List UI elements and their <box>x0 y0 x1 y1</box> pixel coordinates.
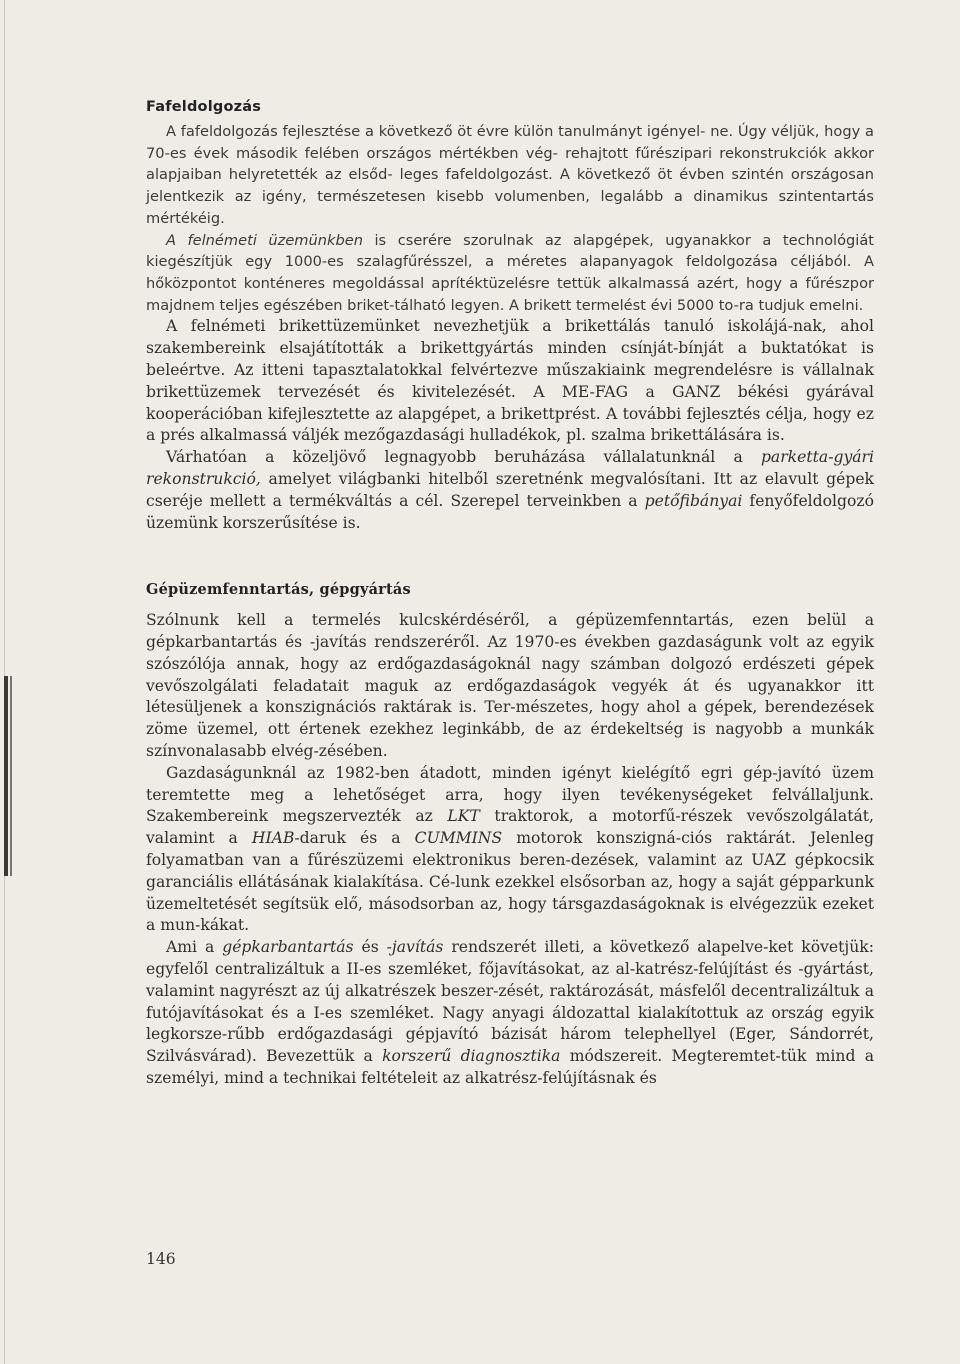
paragraph-text: Várhatóan a közeljövő legnagyobb beruházása vállalatunknál a <box>166 448 761 467</box>
section-gap <box>146 534 874 576</box>
emphasis-text: HIAB <box>251 829 295 848</box>
paragraph-line: leges fafeldolgozást. A következő öt évben szintén országosan jelentkezik az <box>146 166 875 206</box>
page-number: 146 <box>146 1250 176 1268</box>
section-body-fafeldolgozas-cont <box>146 316 874 534</box>
paragraph-line: A fafeldolgozás fejlesztése a következő öt évre külön tanulmányt igényel- <box>166 123 706 140</box>
paragraph <box>146 121 874 230</box>
section-body-fafeldolgozas <box>146 121 874 316</box>
section-heading-gepuzemfenntartas: Gépüzemfenntartás, gépgyártás <box>146 581 411 599</box>
emphasis-text: LKT <box>447 807 480 826</box>
paragraph-text: és <box>353 938 387 957</box>
paragraph <box>146 230 874 317</box>
emphasis-text: CUMMINS <box>414 829 503 848</box>
paragraph <box>146 937 874 1090</box>
paragraph-line: igény, természetesen kisebb volumenben, legalább a dinamikus szintentartás <box>261 188 874 206</box>
paragraph-text: amelyet világbanki hitelből szeretnénk megvalósítani. Itt az elavult gépek cseréje mellett a termékváltás a cél. Szerepel terveinkben a <box>146 469 874 510</box>
emphasis-text: parketta-gyári rekonstrukció, <box>146 448 874 488</box>
paragraph: Szólnunk kell a termelés kulcskérdéséről, a gépüzemfenntartás, ezen belül a gépkarbantartás és -javítás rendszeréről. Az 1970-es években gazdaságunk volt az egyik szószólója annak, hogy az erdőgazdaságoknál nagy számban dolgozó erdészeti gépek vevőszolgálati feladatait maguk az erdőgazdaságok vegyék át és ugyanakkor itt létesüljenek a konszignációs raktárak is. Ter-mészetes, hogy ahol a gépek, berendezések zöme üzemel, ott értenek ezekhez leginkább, de az érdekeltség is nagyobb a munkák színvonalasabb elvég-zésében. <box>146 611 874 761</box>
emphasis-text: petőfibányai <box>644 491 743 510</box>
paragraph-text: Ami a <box>166 938 223 957</box>
paragraph-line: rehajtott fűrészipari rekonstrukciók akkor alapjaiban helyretették az elsőd- <box>146 144 875 184</box>
section-heading-fafeldolgozas: Fafeldolgozás <box>146 99 262 115</box>
paragraph-text: Gazdaságunknál az 1982-ben átadott, minden igényt kielégítő egri gép-javító üzem teremtette meg a lehetőséget arra, hogy ilyen tevékenységeket felvállaljunk. Szakembereink megszervezték az <box>146 763 874 826</box>
emphasis-text: gépkarbantartás <box>222 938 354 957</box>
page-content <box>146 93 874 1090</box>
paragraph-text: rendszerét illeti, a következő alapelve-ket követjük: egyfelől centralizáltuk a II-es szemléket, főjavításokat, az al-katrész-felújítást és -gyártást, valamint nagyrészt az új alkatrészek beszer-zését, raktározását, másfelől decentralizáltuk a futójavításokat és a I-es szemléket. Nagy anyagi áldozattal kialakítottuk az ország egyik legkorsze-rűbb erdőgazdasági gépjavító bázisát három telephellyel (Eger, Sándorrét, Szilvásvárad). Bevezettük a <box>146 938 875 1066</box>
emphasis-text: -javítás <box>386 938 444 957</box>
paragraph <box>146 763 874 937</box>
paragraph: A felnémeti brikettüzemünket nevezhetjük a brikettálás tanuló iskolájá-nak, ahol szakembereink elsajátították a brikettgyártás minden csínját-bínját a buktatókat is beleértve. Az itteni tapasztalatokkal felvértezve műszakiaink megrendelésre is vállalnak brikettüzemek tervezését és kivitelezését. A ME-FAG a GANZ békési gyárával kooperációban kifejlesztette az alapgépet, a brikettprést. A további fejlesztés célja, hogy ez a prés alkalmassá váljék mezőgazdasági hulladékok, pl. szalma brikettálására is. <box>146 317 874 445</box>
paragraph-text: fenyőfeldolgozó üzemünk korszerűsítése is. <box>146 491 874 532</box>
emphasis-text: korszerű diagnosztika <box>382 1047 561 1066</box>
paragraph-line: ne. Úgy véljük, hogy a 70-es évek második felében országos mértékben vég- <box>146 123 874 162</box>
paragraph-text: -daruk és a <box>294 829 415 848</box>
margin-mark-secondary <box>10 676 12 876</box>
section-body-gepuzemfenntartas <box>146 610 874 1090</box>
margin-mark <box>4 676 8 876</box>
paragraph-text: traktorok, a motorfű-részek vevőszolgálatát, valamint a <box>146 807 874 848</box>
paragraph-text: is cserére szorulnak az alapgépek, ugyanakkor a technológiát kiegészítjük egy 1000-es szalagfűrésszel, a méretes alapanyagok feldolgozása céljából. A hőközpontot konténeres megoldással aprítéktüzelésre tettük alkalmassá azért, hogy a fűrészpor majdnem teljes egészében briket-tálható legyen. A brikett termelést évi 5000 to-ra tudjuk emelni. <box>146 231 874 314</box>
paragraph-text: módszereit. Megteremtet-tük mind a személyi, mind a technikai feltételeit az alkatrész-felújításnak és <box>146 1047 874 1088</box>
paragraph-line: mértékéig. <box>146 209 225 227</box>
paragraph <box>146 447 874 534</box>
emphasis-text: A felnémeti üzemünkben <box>166 231 363 249</box>
paragraph-text: motorok konszigná-ciós raktárát. Jelenleg folyamatban van a fűrészüzemi elektronikus beren-dezések, valamint az UAZ gépkocsik garanciális ellátásának kialakítása. Cé-lunk ezekkel elsősorban az, hogy a saját gépparkunk üzemeltetését segítsük elő, másodsorban az, hogy társgazdaságoknak is elvégezzük ezeket a mun-kákat. <box>146 829 874 935</box>
